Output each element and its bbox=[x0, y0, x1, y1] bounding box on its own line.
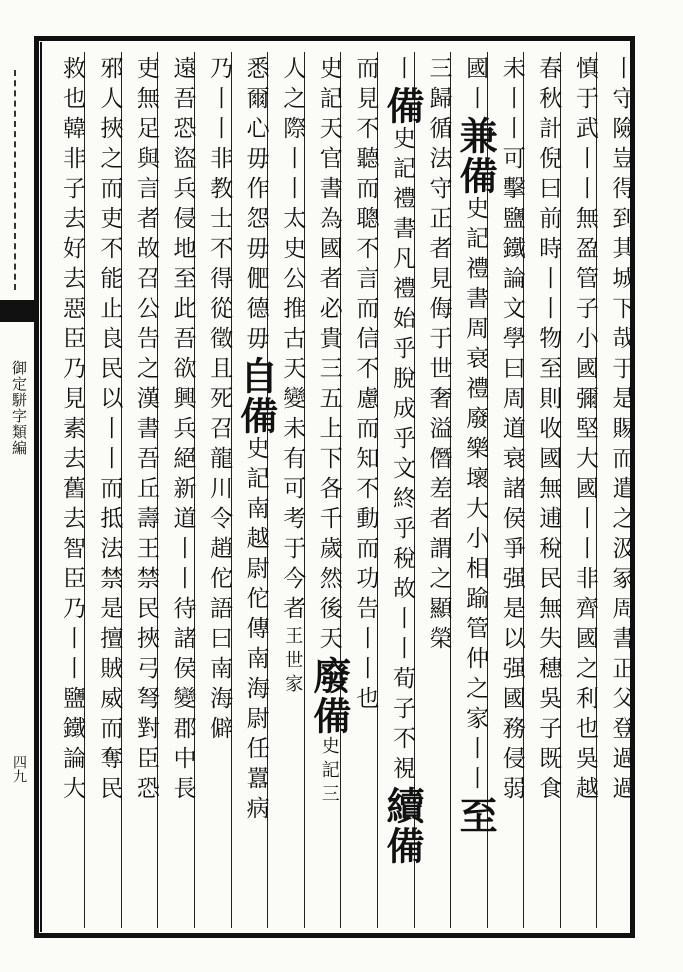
text-columns bbox=[48, 52, 633, 928]
column-segment: 史記禮書周衰禮廢樂壞大小相踰管仲之家丨丨 bbox=[462, 196, 489, 796]
text-column bbox=[48, 52, 84, 928]
entry-headword: 續備 bbox=[379, 786, 425, 866]
column-segment: 王世家 bbox=[282, 626, 304, 698]
column-segment: 邪人挾之而吏不能止良民以丨丨而抵法禁是擅賊威而奪民 bbox=[96, 56, 123, 806]
facing-page-margin bbox=[0, 30, 36, 950]
page-number: 四九 bbox=[11, 755, 27, 783]
entry-headword: 自備 bbox=[233, 356, 279, 436]
column-segment: 國丨 bbox=[462, 56, 489, 116]
column-segment: 史記天官書為國者必貴三五上下各千歲然後天 bbox=[315, 56, 342, 656]
column-segment: 救也韓非子去好去惡臣乃見素去舊去智臣乃丨丨鹽鐵論大 bbox=[59, 56, 85, 806]
fishtail-mark bbox=[0, 300, 36, 322]
column-segment: 人之際丨丨太史公推古天變未有可考于今者 bbox=[279, 56, 306, 626]
column-segment: 吏無足與言者故召公告之漢書吾丘壽王禁民挾弓弩對臣恐 bbox=[132, 56, 159, 806]
column-segment: 三歸循法守正者見侮于世奢溢僭差者謂之顯榮 bbox=[425, 56, 452, 656]
column-segment: 春秋計倪曰前時丨丨物至則收國無逋稅民無失穗吳子既食 bbox=[535, 56, 562, 806]
column-text bbox=[48, 56, 96, 926]
column-segment: 丨 bbox=[388, 56, 415, 86]
column-segment: 史記禮書凡禮始乎脫成乎文終乎稅故丨丨荀子不視 bbox=[388, 126, 415, 786]
entry-headword: 備 bbox=[379, 86, 425, 126]
book-title: 御定駢字類編 bbox=[10, 360, 28, 456]
entry-headword: 至 bbox=[453, 796, 499, 836]
column-segment: 丨守險豈得到其城下哉于是賜而遣之汲冢周書正父登過過 bbox=[608, 56, 635, 806]
column-segment: 乃丨丨非教士不得從徵 bbox=[206, 56, 233, 356]
column-segment: 未丨丨可擊鹽鐵論文學曰周道衰諸侯爭强是以强國務侵弱 bbox=[498, 56, 525, 806]
column-segment: 悉爾心毋作怨毋俷德毋 bbox=[242, 56, 269, 356]
column-segment: 而見不聽而聰不言而信不慮而知不動而功告丨丨也 bbox=[352, 56, 379, 716]
column-segment: 遠吾恐盜兵侵地至此吾欲興兵絕新道丨丨待諸侯變郡中長 bbox=[169, 56, 196, 806]
facing-page-text-fragment bbox=[14, 70, 24, 290]
column-segment: 且死召龍川令趙佗語曰南海僻 bbox=[206, 356, 233, 746]
column-segment: 慎于武丨丨無盈管子小國彌堅大國丨丨非齊國之利也吳越 bbox=[571, 56, 598, 806]
column-segment: 史記南越尉佗傳南海尉任囂病 bbox=[242, 436, 269, 826]
entry-headword: 廢備 bbox=[306, 656, 352, 736]
column-segment: 史記三 bbox=[318, 736, 340, 808]
entry-headword: 兼備 bbox=[453, 116, 499, 196]
